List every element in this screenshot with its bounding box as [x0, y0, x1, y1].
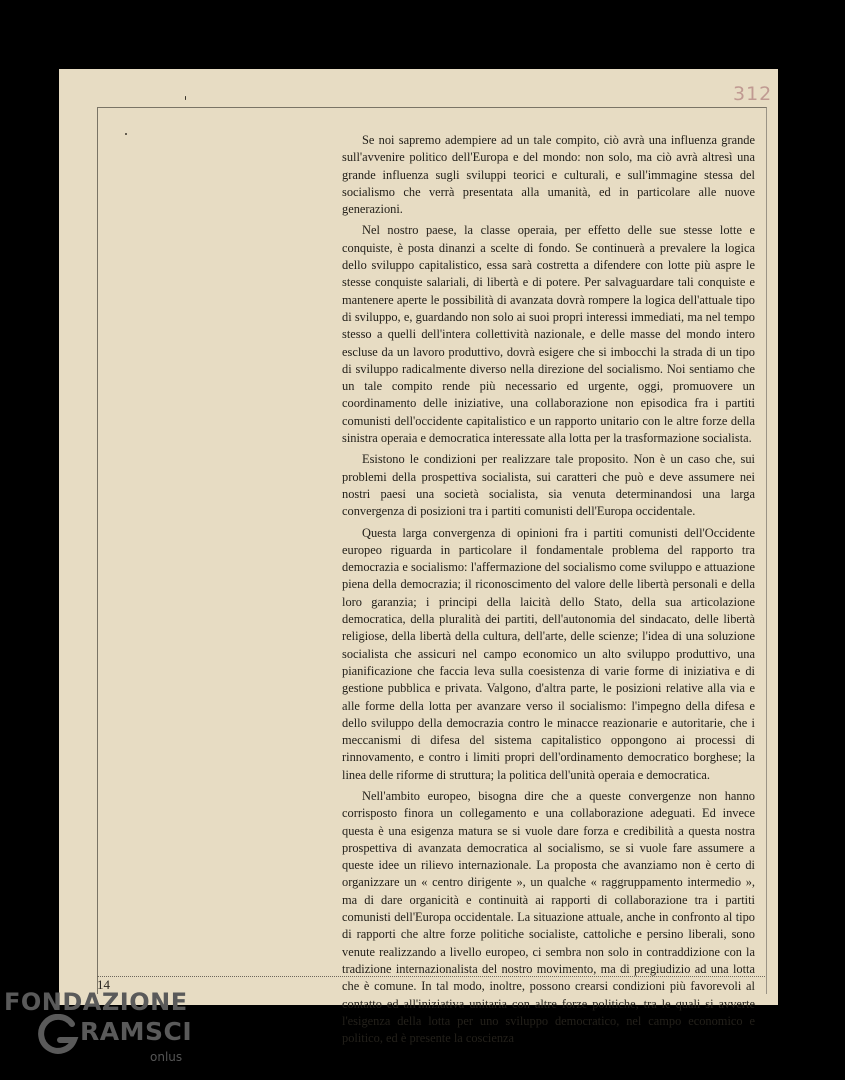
watermark-logo — [4, 988, 193, 1064]
handwritten-page-number: 312 — [733, 83, 773, 105]
watermark-line2: RAMSCI — [80, 1017, 193, 1046]
paragraph: Esistono le condizioni per realizzare tale proposito. Non è un caso che, sui problemi della prospettiva socialista, sui caratteri che può e deve assumere nei nostri paesi una società socialista, sia venuta determinandosi una larga convergenza di posizioni tra i partiti comunisti dell'Europa occidentale. — [342, 452, 755, 519]
paragraph: Questa larga convergenza di opinioni fra i partiti comunisti dell'Occidente europeo riguarda in particolare il fondamentale problema del rapporto tra democrazia e socialismo: l'affermazione del socialismo come sviluppo e attuazione piena della democrazia; il riconoscimento del valore delle libertà personali e della loro garanzia; i principi della laicità dello Stato, della sua articolazione democratica, della pluralità dei partiti, dell'autonomia del sindacato, delle libertà religiose, della libertà della cultura, dell'arte, delle scienze; l'idea di una soluzione socialista che assicuri nel campo economico un alto sviluppo produttivo, una pianificazione che faccia leva sulla coesistenza di varie forme di iniziativa e di gestione pubblica e privata. Valgono, d'altra parte, le posizioni relative alla via e alle forme della lotta per avanzare verso il socialismo: l'impegno della difesa e dello sviluppo della democrazia contro le minacce reazionarie e autoritarie, che i meccanismi di difesa del sistema capitalistico oppongono ai processi di rinnovamento, e contro i limiti propri dell'ordinamento democratico borghese; la linea delle riforme di struttura; la politica dell'unità operaia e democratica. — [342, 525, 755, 782]
watermark-line3: onlus — [150, 1050, 183, 1064]
ink-speck — [125, 133, 127, 135]
page-number: 14 — [97, 977, 110, 992]
watermark-line1: FONDAZIONE — [4, 988, 188, 1016]
gramsci-g-icon — [36, 1014, 80, 1058]
paragraph: Nell'ambito europeo, bisogna dire che a queste convergenze non hanno corrisposto finora un collegamento e una collaborazione adeguati. Ed invece questa è una esigenza matura se si vuole dare forza e credibilità a questa nostra prospettiva di avanzata democratica al socialismo, se si vuole fare assumere a queste idee un rilievo internazionale. La proposta che avanziamo non è certo di organizzare un « centro dirigente », un qualche « raggruppamento intermedio », ma di dare organicità e continuità ai rapporti di collaborazione tra i partiti comunisti dell'Europa occidentale. La situazione attuale, anche in confronto al tipo di rapporti che altre forze politiche socialiste, cattoliche e persino liberali, sono venute realizzando a livello europeo, ci sembra non solo in contraddizione con la tradizione internazionalista del nostro movimento, ma di pregiudizio ad una lotta che è comune. In tal modo, inoltre, possono crearsi condizioni più favorevoli al contatto ed all'iniziativa unitaria con altre forze politiche, tra le quali si avverte l'esigenza della lotta per uno sviluppo democratico, nel campo economico e politico, ed è presente la coscienza — [342, 788, 755, 1046]
paragraph: Nel nostro paese, la classe operaia, per effetto delle sue stesse lotte e conquiste, è posta dinanzi a scelte di fondo. Se continuerà a prevalere la logica dello sviluppo capitalistico, essa sarà costretta a difendere con lotte più aspre le stesse conquiste salariali, di libertà e di potere. Per salvaguardare tali conquiste e mantenere aperte le possibilità di avanzata dovrà rompere la logica dell'attuale tipo di sviluppo, e, guardando non solo ai suoi propri interessi immediati, ma nel tempo stesso a quelli dell'intera collettività nazionale, e delle masse del mondo intero escluse da un lavoro produttivo, dovrà esigere che si imbocchi la strada di un tipo di sviluppo radicalmente diverso nella direzione del socialismo. Noi sentiamo che un tale compito rende più necessario ed urgente, oggi, promuovere un coordinamento delle iniziative, una collaborazione non episodica fra i partiti comunisti dell'occidente capitalistico e un rapporto unitario con le altre forze della sinistra operaia e democratica interessate alla lotta per la trasformazione socialista. — [342, 223, 755, 446]
body-text — [342, 132, 755, 1051]
ink-speck — [185, 96, 186, 100]
paragraph: Se noi sapremo adempiere ad un tale compito, ciò avrà una influenza grande sull'avvenire politico dell'Europa e del mondo: non solo, ma ciò avrà altresì una grande influenza sugli sviluppi teorici e culturali, e sull'immagine stessa del socialismo che verrà presentata alla umanità, ed in particolare alle nuove generazioni. — [342, 133, 755, 217]
